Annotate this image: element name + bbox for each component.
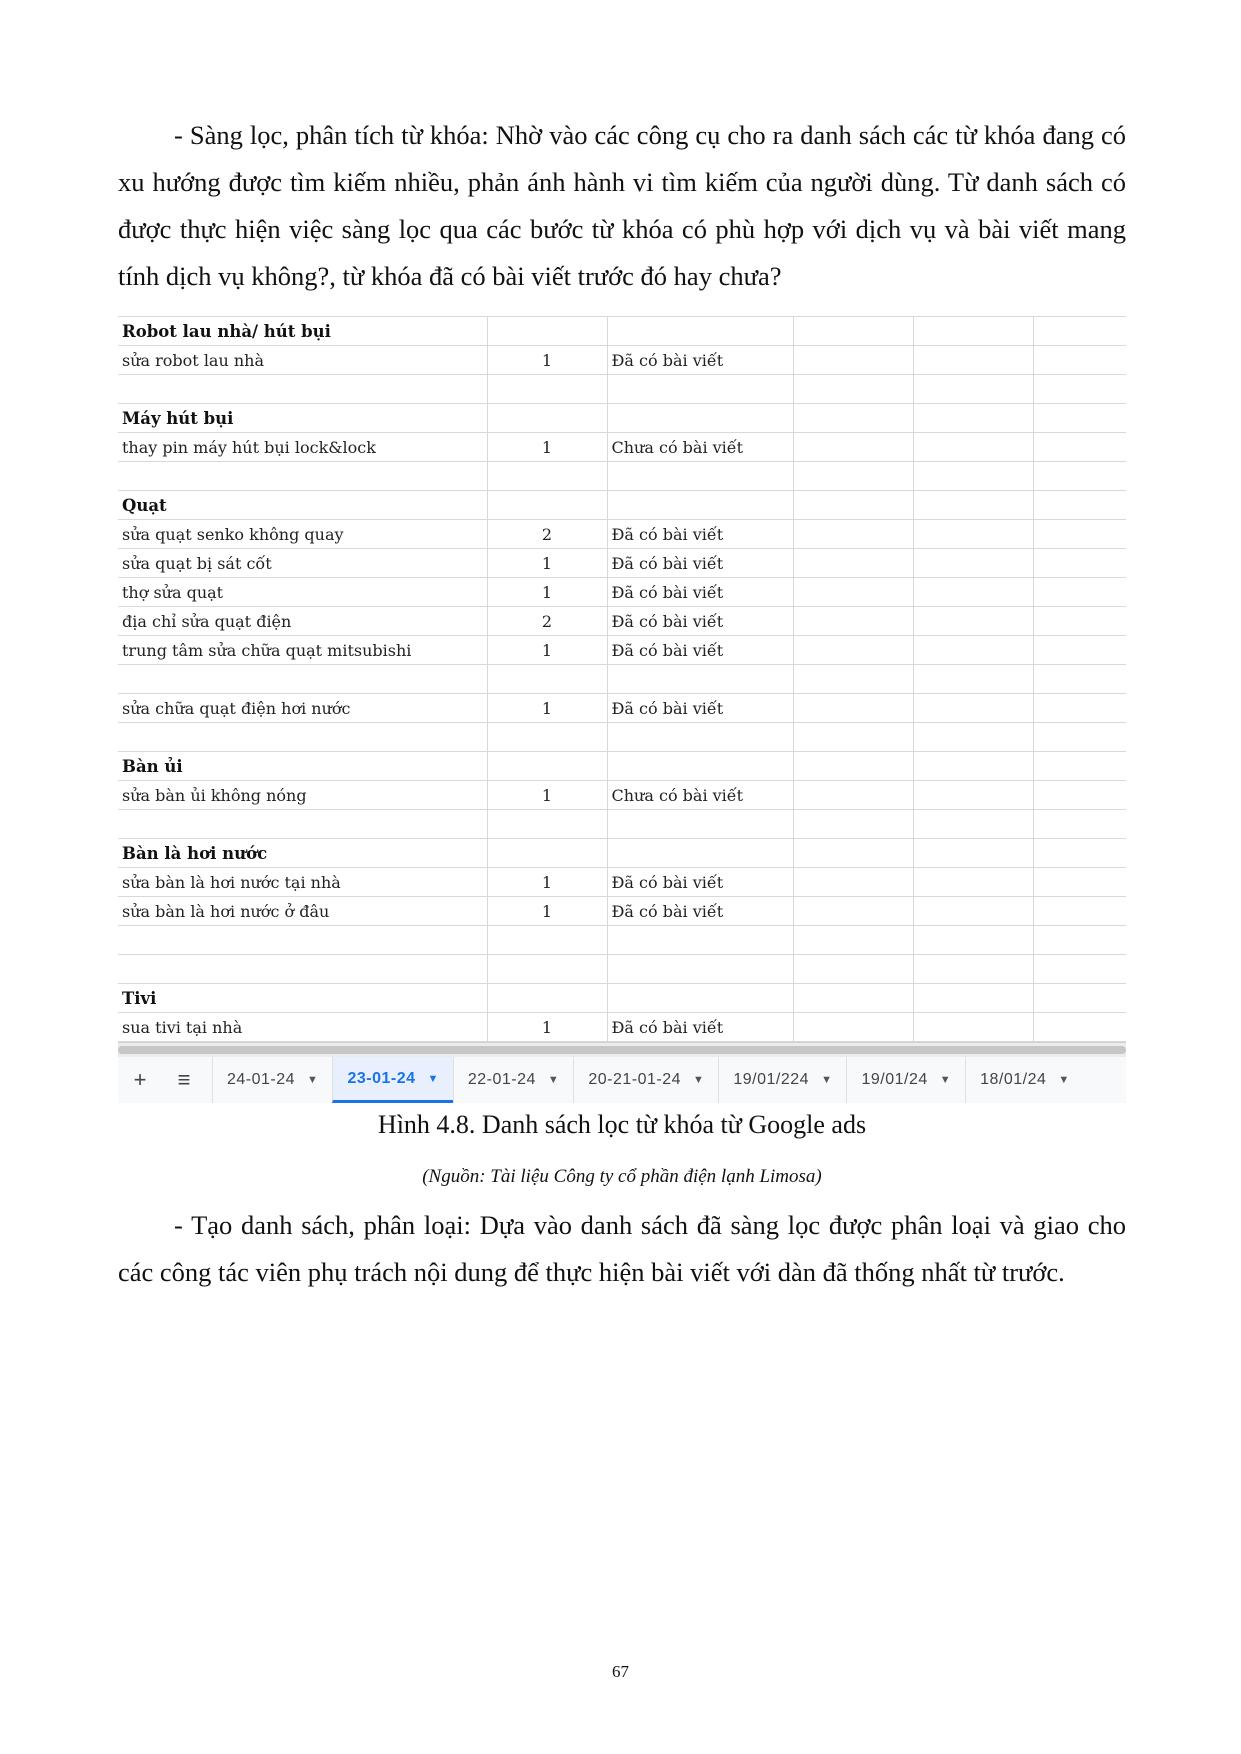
status-cell[interactable]: Đã có bài viết [607,346,793,375]
status-cell[interactable]: Đã có bài viết [607,694,793,723]
count-cell[interactable]: 2 [487,520,607,549]
table-row [118,694,1126,723]
empty-cell[interactable] [913,462,1033,491]
sheet-tab[interactable] [965,1057,1084,1103]
count-cell[interactable] [487,404,607,433]
status-cell[interactable]: Đã có bài viết [607,636,793,665]
table-row [118,549,1126,578]
empty-cell[interactable] [793,781,913,810]
status-cell[interactable] [607,839,793,868]
status-cell[interactable] [607,462,793,491]
category-row [118,984,1126,1013]
empty-cell[interactable] [793,1013,913,1042]
empty-cell[interactable] [793,839,913,868]
sheet-tab-label: 23-01-24 [347,1069,416,1087]
table-row [118,868,1126,897]
empty-cell[interactable] [913,375,1033,404]
sheet-tab-label: 18/01/24 [980,1071,1047,1088]
empty-cell[interactable] [1033,897,1126,926]
spreadsheet-figure [118,316,1126,1103]
empty-cell[interactable] [913,955,1033,984]
empty-cell[interactable] [1033,346,1126,375]
empty-cell[interactable] [1033,607,1126,636]
empty-cell[interactable] [1033,752,1126,781]
empty-cell[interactable] [1033,1013,1126,1042]
empty-cell[interactable] [913,317,1033,346]
page-number: 67 [612,1662,629,1681]
empty-cell[interactable] [1033,462,1126,491]
empty-cell[interactable] [1033,636,1126,665]
blank-row [118,723,1126,752]
empty-cell[interactable] [793,868,913,897]
count-cell[interactable]: 1 [487,636,607,665]
empty-cell[interactable] [1033,810,1126,839]
sheet-tab-label: 19/01/224 [733,1071,810,1088]
count-cell[interactable]: 1 [487,694,607,723]
keyword-cell[interactable]: thợ sửa quạt [118,578,487,607]
table-row [118,607,1126,636]
empty-cell[interactable] [913,926,1033,955]
empty-cell[interactable] [793,462,913,491]
empty-cell[interactable] [793,955,913,984]
empty-cell[interactable] [1033,375,1126,404]
blank-row [118,375,1126,404]
status-cell[interactable] [607,984,793,1013]
empty-cell[interactable] [793,665,913,694]
empty-cell[interactable] [793,926,913,955]
status-cell[interactable] [607,491,793,520]
keyword-table [118,316,1126,1042]
empty-cell[interactable] [913,839,1033,868]
figure-source: (Nguồn: Tài liệu Công ty cổ phần điện lạnh Limosa) [422,1166,822,1187]
empty-cell[interactable] [793,897,913,926]
empty-cell[interactable] [913,781,1033,810]
count-cell[interactable] [487,491,607,520]
empty-cell[interactable] [793,607,913,636]
empty-cell[interactable] [913,520,1033,549]
scrollbar-thumb[interactable] [118,1046,1126,1054]
count-cell[interactable] [487,810,607,839]
empty-cell[interactable] [793,723,913,752]
empty-cell[interactable] [913,578,1033,607]
caret-down-icon[interactable]: ▼ [427,1072,439,1085]
status-cell[interactable]: Đã có bài viết [607,549,793,578]
empty-cell[interactable] [913,549,1033,578]
empty-cell[interactable] [913,984,1033,1013]
status-cell[interactable] [607,317,793,346]
empty-cell[interactable] [913,491,1033,520]
blank-row [118,810,1126,839]
sheet-tab[interactable] [846,1057,965,1103]
category-cell[interactable]: Bàn là hơi nước [118,839,487,868]
status-cell[interactable]: Đã có bài viết [607,607,793,636]
status-cell[interactable] [607,955,793,984]
empty-cell[interactable] [1033,549,1126,578]
keyword-cell[interactable] [118,665,487,694]
status-cell[interactable]: Đã có bài viết [607,1013,793,1042]
status-cell[interactable] [607,926,793,955]
empty-cell[interactable] [793,491,913,520]
keyword-cell[interactable]: sửa quạt senko không quay [118,520,487,549]
blank-row [118,462,1126,491]
table-row [118,578,1126,607]
empty-cell[interactable] [793,694,913,723]
sheet-tab-label: 20-21-01-24 [588,1071,681,1088]
keyword-cell[interactable]: sửa quạt bị sát cốt [118,549,487,578]
sheet-tab[interactable] [453,1057,573,1103]
sheet-tab-label: 19/01/24 [861,1071,928,1088]
count-cell[interactable]: 2 [487,607,607,636]
status-cell[interactable]: Đã có bài viết [607,897,793,926]
keyword-cell[interactable]: thay pin máy hút bụi lock&lock [118,433,487,462]
empty-cell[interactable] [913,810,1033,839]
empty-cell[interactable] [1033,491,1126,520]
empty-cell[interactable] [793,810,913,839]
empty-cell[interactable] [1033,520,1126,549]
status-cell[interactable] [607,404,793,433]
plus-icon[interactable]: + [133,1067,147,1092]
empty-cell[interactable] [793,578,913,607]
empty-cell[interactable] [913,752,1033,781]
category-cell[interactable]: Máy hút bụi [118,404,487,433]
sheet-tab-bar [118,1057,1126,1103]
count-cell[interactable]: 1 [487,346,607,375]
empty-cell[interactable] [913,694,1033,723]
empty-cell[interactable] [913,1013,1033,1042]
category-row [118,404,1126,433]
empty-cell[interactable] [793,404,913,433]
blank-row [118,955,1126,984]
category-row [118,752,1126,781]
status-cell[interactable]: Đã có bài viết [607,578,793,607]
keyword-cell[interactable]: sửa bàn là hơi nước tại nhà [118,868,487,897]
count-cell[interactable]: 1 [487,1013,607,1042]
table-row [118,1013,1126,1042]
count-cell[interactable] [487,723,607,752]
count-cell[interactable]: 1 [487,868,607,897]
empty-cell[interactable] [1033,926,1126,955]
count-cell[interactable]: 1 [487,433,607,462]
menu-icon[interactable]: ≡ [177,1067,191,1092]
caret-down-icon[interactable]: ▼ [821,1074,833,1086]
empty-cell[interactable] [1033,868,1126,897]
count-cell[interactable]: 1 [487,549,607,578]
caret-down-icon[interactable]: ▼ [307,1074,319,1086]
table-row [118,346,1126,375]
count-cell[interactable] [487,955,607,984]
empty-cell[interactable] [913,636,1033,665]
empty-cell[interactable] [1033,578,1126,607]
empty-cell[interactable] [1033,781,1126,810]
sheet-tab-label: 22-01-24 [467,1071,536,1088]
table-row [118,433,1126,462]
count-cell[interactable] [487,839,607,868]
count-cell[interactable]: 1 [487,781,607,810]
empty-cell[interactable] [793,984,913,1013]
count-cell[interactable] [487,665,607,694]
empty-cell[interactable] [793,549,913,578]
table-row [118,520,1126,549]
keyword-cell[interactable]: sua tivi tại nhà [118,1013,487,1042]
keyword-cell[interactable]: sửa bàn ủi không nóng [118,781,487,810]
empty-cell[interactable] [1033,404,1126,433]
empty-cell[interactable] [793,636,913,665]
status-cell[interactable] [607,723,793,752]
empty-cell[interactable] [1033,317,1126,346]
empty-cell[interactable] [793,375,913,404]
count-cell[interactable] [487,984,607,1013]
classification-paragraph: - Tạo danh sách, phân loại: Dựa vào danh sách đã sàng lọc được phân loại và giao cho các công tác viên phụ trách nội dung để thực hiện bài viết với dàn đã thống nhất từ trước. [118,1210,1126,1287]
empty-cell[interactable] [913,433,1033,462]
empty-cell[interactable] [913,607,1033,636]
empty-cell[interactable] [793,520,913,549]
sheet-tabs [212,1057,1084,1103]
count-cell[interactable]: 1 [487,897,607,926]
count-cell[interactable] [487,317,607,346]
keyword-cell[interactable] [118,926,487,955]
sheet-tab[interactable] [718,1057,846,1103]
empty-cell[interactable] [1033,723,1126,752]
empty-cell[interactable] [913,665,1033,694]
keyword-cell[interactable] [118,810,487,839]
empty-cell[interactable] [793,317,913,346]
table-row [118,636,1126,665]
status-cell[interactable]: Chưa có bài viết [607,781,793,810]
keyword-cell[interactable]: sửa robot lau nhà [118,346,487,375]
status-cell[interactable]: Chưa có bài viết [607,433,793,462]
empty-cell[interactable] [1033,839,1126,868]
empty-cell[interactable] [913,346,1033,375]
empty-cell[interactable] [793,346,913,375]
empty-cell[interactable] [913,868,1033,897]
empty-cell[interactable] [793,752,913,781]
keyword-cell[interactable] [118,955,487,984]
sheet-tab-label: 24-01-24 [227,1071,296,1088]
keyword-cell[interactable] [118,723,487,752]
caret-down-icon[interactable]: ▼ [939,1074,952,1086]
empty-cell[interactable] [1033,433,1126,462]
category-cell[interactable]: Quạt [118,491,487,520]
empty-cell[interactable] [1033,694,1126,723]
empty-cell[interactable] [913,897,1033,926]
keyword-cell[interactable] [118,375,487,404]
sheet-tab[interactable] [573,1057,718,1103]
blank-row [118,926,1126,955]
category-cell[interactable]: Tivi [118,984,487,1013]
status-cell[interactable] [607,375,793,404]
count-cell[interactable]: 1 [487,578,607,607]
keyword-cell[interactable]: trung tâm sửa chữa quạt mitsubishi [118,636,487,665]
intro-paragraph: - Sàng lọc, phân tích từ khóa: Nhờ vào các công cụ cho ra danh sách các từ khóa đang có xu hướng được tìm kiếm nhiều, phản ánh hành vi tìm kiếm của người dùng. Từ danh sách có được thực hiện việc sàng lọc qua các bước từ khóa có phù hợp với dịch vụ và bài viết mang tính dịch vụ không?, từ khóa đã có bài viết trước đó hay chưa? [118,120,1126,291]
horizontal-scrollbar[interactable] [118,1042,1126,1057]
table-row [118,781,1126,810]
empty-cell[interactable] [1033,955,1126,984]
empty-cell[interactable] [1033,984,1126,1013]
empty-cell[interactable] [793,433,913,462]
sheet-tab[interactable] [212,1057,332,1103]
category-cell[interactable]: Robot lau nhà/ hút bụi [118,317,487,346]
status-cell[interactable] [607,665,793,694]
table-row [118,897,1126,926]
count-cell[interactable] [487,375,607,404]
keyword-cell[interactable] [118,462,487,491]
category-row [118,491,1126,520]
sheet-tab[interactable] [332,1057,452,1103]
caret-down-icon[interactable]: ▼ [1058,1074,1070,1086]
empty-cell[interactable] [913,723,1033,752]
category-cell[interactable]: Bàn ủi [118,752,487,781]
status-cell[interactable] [607,752,793,781]
status-cell[interactable]: Đã có bài viết [607,520,793,549]
caret-down-icon[interactable]: ▼ [547,1074,560,1086]
empty-cell[interactable] [1033,665,1126,694]
caret-down-icon[interactable]: ▼ [692,1074,705,1086]
category-row [118,839,1126,868]
count-cell[interactable] [487,926,607,955]
status-cell[interactable] [607,810,793,839]
keyword-cell[interactable]: sửa bàn là hơi nước ở đâu [118,897,487,926]
category-row [118,317,1126,346]
count-cell[interactable] [487,462,607,491]
empty-cell[interactable] [913,404,1033,433]
blank-row [118,665,1126,694]
keyword-cell[interactable]: địa chỉ sửa quạt điện [118,607,487,636]
figure-caption: Hình 4.8. Danh sách lọc từ khóa từ Google ads [377,1110,867,1139]
keyword-cell[interactable]: sửa chữa quạt điện hơi nước [118,694,487,723]
status-cell[interactable]: Đã có bài viết [607,868,793,897]
count-cell[interactable] [487,752,607,781]
